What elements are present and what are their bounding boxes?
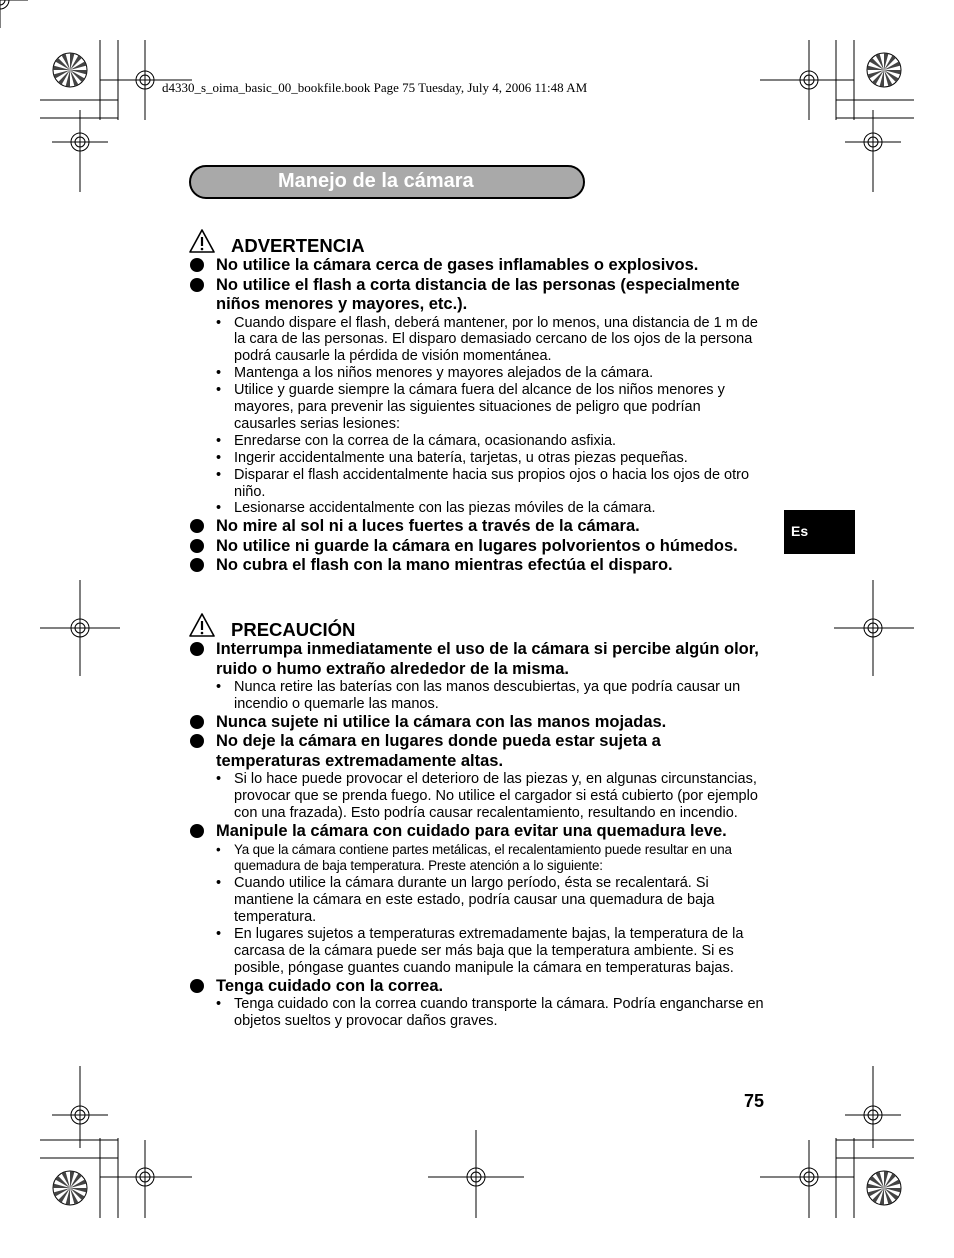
- caution-heading: [189, 610, 764, 640]
- sub-bullet: •: [216, 926, 222, 943]
- warning-heading: [189, 226, 764, 256]
- sub-item: [189, 315, 764, 366]
- bullet-dot-icon: [190, 979, 204, 993]
- list-item: [189, 640, 764, 679]
- sub-item-text: Enredarse con la correa de la cámara, ocasionando asfixia.: [234, 432, 617, 449]
- sub-bullet: •: [216, 875, 222, 892]
- list-item-text: No mire al sol ni a luces fuertes a través de la cámara.: [216, 517, 640, 536]
- sub-bullet: •: [216, 841, 221, 857]
- sub-item: [189, 996, 764, 1030]
- sub-bullet: •: [216, 382, 222, 399]
- sub-item: [189, 875, 764, 926]
- caution-section: [189, 610, 764, 1030]
- list-item: [189, 256, 764, 276]
- bullet-dot-icon: [190, 539, 204, 553]
- sub-item-text: Mantenga a los niños menores y mayores alejados de la cámara.: [234, 365, 654, 382]
- list-item-text: Nunca sujete ni utilice la cámara con las manos mojadas.: [216, 712, 667, 731]
- sub-item-text: Lesionarse accidentalmente con las piezas móviles de la cámara.: [234, 500, 656, 517]
- list-item-text: No cubra el flash con la mano mientras efectúa el disparo.: [216, 556, 673, 575]
- sub-item: [189, 679, 764, 713]
- bullet-dot-icon: [190, 278, 204, 292]
- sub-item-text: Nunca retire las baterías con las manos descubiertas, ya que podría causar un incendio o quemarle las manos.: [234, 679, 741, 712]
- sub-item-text: Ingerir accidentalmente una batería, tarjetas, u otras piezas pequeñas.: [234, 449, 688, 466]
- sub-item: [189, 450, 764, 467]
- list-item-text: Interrumpa inmediatamente el uso de la cámara si percibe algún olor, ruido o humo extraño alrededor de la misma.: [216, 640, 759, 678]
- list-item-text: No utilice la cámara cerca de gases inflamables o explosivos.: [216, 256, 699, 274]
- sub-item: [189, 467, 764, 501]
- caution-list: [189, 640, 764, 1030]
- sub-bullet: •: [216, 365, 222, 382]
- sub-item-text: Utilice y guarde siempre la cámara fuera del alcance de los niños menores y mayores, para prevenir las siguientes situaciones de peligro que podrían causarles serias lesiones:: [234, 382, 725, 432]
- list-item-text: Manipule la cámara con cuidado para evitar una quemadura leve.: [216, 822, 727, 841]
- page-number: 75: [744, 1091, 765, 1111]
- caution-heading-text: PRECAUCIÓN: [231, 619, 356, 640]
- sub-item-text: Si lo hace puede provocar el deterioro de las piezas y, en algunas circunstancias, provocar que se prenda fuego. No utilice el cargador si está cubierto (por ejemplo con una frazada). Esto podría causar recalentamiento, resultando en incendio.: [234, 771, 758, 822]
- sub-item-text: Cuando utilice la cámara durante un largo período, ésta se recalentará. Si mantiene la cámara en este estado, podría causar una quemadura de baja temperatura.: [234, 875, 715, 926]
- list-item-text: Tenga cuidado con la correa.: [216, 976, 444, 995]
- sub-bullet: •: [216, 449, 222, 466]
- sub-item-text: Cuando dispare el flash, deberá mantener, por lo menos, una distancia de 1 m de la cara de las personas. El disparo demasiado cercano de los ojos de la persona podrá causarle la pérdida de visión momentánea.: [234, 314, 758, 365]
- bullet-dot-icon: [190, 715, 204, 729]
- list-item-text: No deje la cámara en lugares donde pueda estar sujeta a temperaturas extremadamente altas.: [216, 732, 661, 770]
- print-slug: d4330_s_oima_basic_00_bookfile.book Page 75 Tuesday, July 4, 2006 11:48 AM: [162, 80, 588, 95]
- bullet-dot-icon: [190, 734, 204, 748]
- list-item-text: No utilice el flash a corta distancia de las personas (especialmente niños menores y mayores, etc.).: [216, 275, 740, 313]
- list-item: [189, 276, 764, 315]
- sub-item-text: En lugares sujetos a temperaturas extremadamente bajas, la temperatura de la carcasa de la cámara puede ser más baja que la temperatura ambiente. Si es posible, póngase guantes cuando manipule la cámara en temperaturas bajas.: [234, 926, 744, 976]
- sub-item: [189, 842, 764, 876]
- warning-section: [189, 226, 764, 576]
- sub-item: [189, 771, 764, 822]
- sub-bullet: •: [216, 679, 222, 695]
- language-tab-label: Es: [791, 523, 809, 539]
- sub-item: [189, 382, 764, 433]
- sub-item: [189, 500, 764, 517]
- warning-triangle-icon: [189, 229, 215, 253]
- sub-item-text: Tenga cuidado con la correa cuando transporte la cámara. Podría engancharse en objetos sueltos y provocar daños graves.: [234, 996, 764, 1030]
- list-item: [189, 977, 764, 997]
- bullet-dot-icon: [190, 258, 204, 272]
- warning-list: [189, 256, 764, 576]
- sub-item-text: Ya que la cámara contiene partes metálicas, el recalentamiento puede resultar en una quemadura de baja temperatura. Preste atención a lo siguiente:: [234, 841, 732, 874]
- sub-item: [189, 926, 764, 977]
- sub-bullet: •: [216, 996, 222, 1013]
- sub-item: [189, 365, 764, 382]
- list-item: [189, 556, 764, 576]
- bullet-dot-icon: [190, 824, 204, 838]
- page-title: Manejo de la cámara: [278, 170, 474, 192]
- sub-bullet: •: [216, 771, 222, 788]
- sub-bullet: •: [216, 314, 222, 331]
- bullet-dot-icon: [190, 519, 204, 533]
- list-item: [189, 537, 764, 557]
- sub-bullet: •: [216, 432, 222, 449]
- sub-bullet: •: [216, 466, 222, 483]
- list-item: [189, 713, 764, 733]
- list-item: [189, 732, 764, 771]
- bullet-dot-icon: [190, 558, 204, 572]
- sub-item-text: Disparar el flash accidentalmente hacia sus propios ojos o hacia los ojos de otro niño.: [234, 466, 750, 500]
- sub-item: [189, 433, 764, 450]
- sub-bullet: •: [216, 500, 222, 517]
- list-item: [189, 822, 764, 842]
- warning-heading-text: ADVERTENCIA: [231, 235, 365, 256]
- bullet-dot-icon: [190, 642, 204, 656]
- list-item-text: No utilice ni guarde la cámara en lugares polvorientos o húmedos.: [216, 536, 738, 555]
- list-item: [189, 517, 764, 537]
- caution-triangle-icon: [189, 613, 215, 637]
